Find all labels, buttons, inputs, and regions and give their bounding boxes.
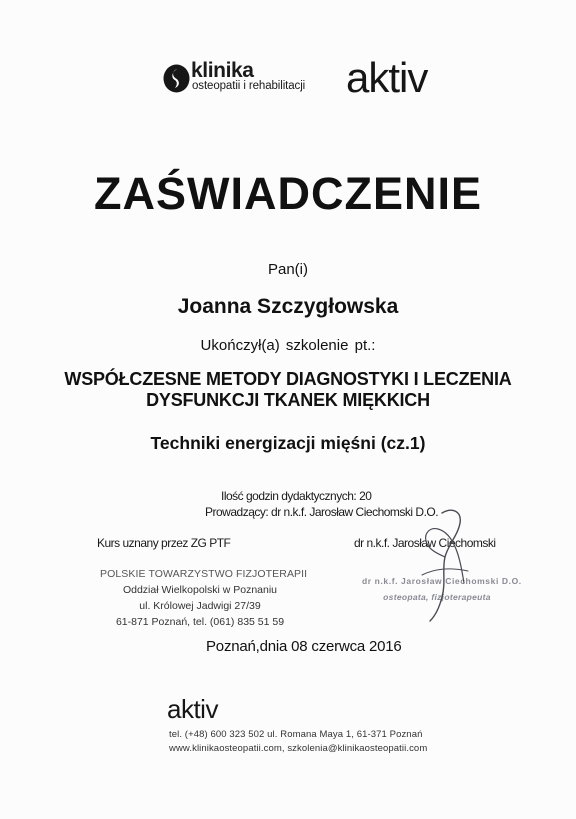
lead-text: Prowadzący: dr n.k.f. Jarosław Ciechomski D.O.: [205, 505, 439, 519]
salutation: Pan(i): [267, 261, 308, 278]
accreditation-text: Kurs uznany przez ZG PTF: [97, 536, 231, 550]
ptf-stamp-line4: 61-871 Poznań, tel. (061) 835 51 59: [115, 616, 285, 628]
handwritten-signature: [412, 505, 482, 625]
course-title-line1: WSPÓŁCZESNE METODY DIAGNOSTYKI I LECZENIA: [64, 369, 512, 389]
klinika-logo-mark-icon: [163, 64, 190, 93]
course-title-line2: DYSFUNKCJI TKANEK MIĘKKICH: [146, 390, 430, 410]
course-subtitle: Techniki energizacji mięśni (cz.1): [150, 433, 426, 453]
place-date: Poznań,dnia 08 czerwca 2016: [206, 638, 402, 655]
contact-line2: www.klinikaosteopatii.com, szkolenia@klinikaosteopatii.com: [169, 743, 428, 754]
ptf-stamp: [100, 566, 308, 630]
recipient-name: Joanna Szczygłowska: [177, 295, 399, 318]
aktiv-logo-text: aktiv: [346, 56, 428, 101]
hours-text: Ilość godzin dydaktycznych: 20: [221, 489, 372, 503]
aktiv-footer-logo-text: aktiv: [167, 695, 218, 723]
ptf-stamp-line2: Oddział Wielkopolski w Poznaniu: [122, 584, 278, 596]
klinika-logo: [163, 59, 328, 96]
klinika-name: klinika: [191, 59, 254, 82]
doctor-stamp-line1: dr n.k.f. Jarosław Ciechomski D.O.: [362, 576, 522, 586]
completed-text: Ukończył(a) szkolenie pt.:: [200, 337, 376, 354]
klinika-subtitle: osteopatii i rehabilitacji: [192, 80, 306, 92]
doctor-stamp-line2: osteopata, fizjoterapeuta: [383, 592, 491, 602]
certificate-title: ZAŚWIADCZENIE: [94, 168, 482, 219]
ptf-stamp-line1: POLSKIE TOWARZYSTWO FIZJOTERAPII: [100, 568, 308, 580]
contact-line1: tel. (+48) 600 323 502 ul. Romana Maya 1, 61-371 Poznań: [169, 729, 423, 740]
ptf-stamp-line3: ul. Królowej Jadwigi 27/39: [139, 600, 261, 612]
signatory-name: dr n.k.f. Jarosław Ciechomski: [354, 536, 496, 550]
aktiv-logo-bottom: [167, 695, 231, 723]
aktiv-logo-top: [346, 56, 456, 102]
